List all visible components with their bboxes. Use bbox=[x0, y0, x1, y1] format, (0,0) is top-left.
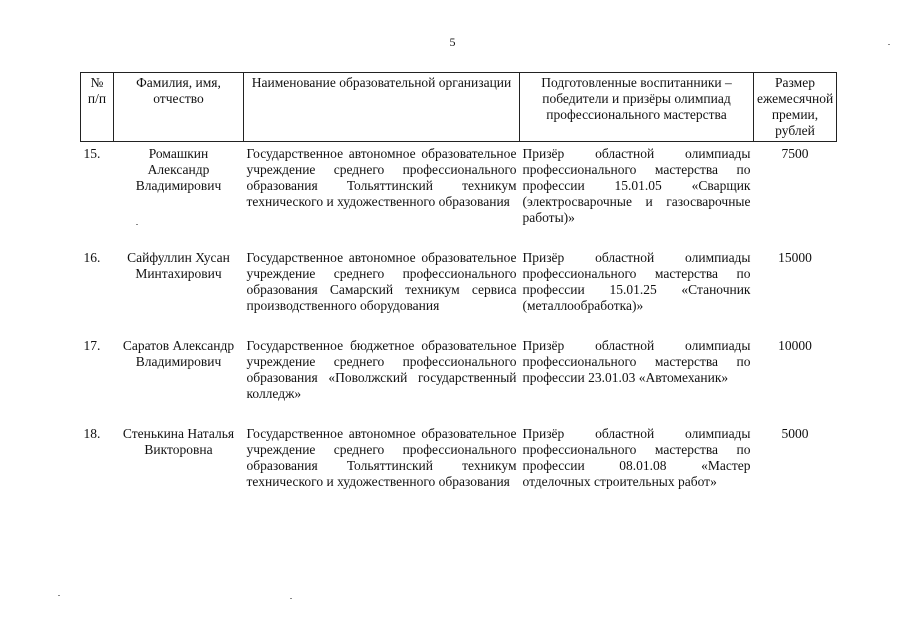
row-achievement: Призёр областной олимпиады профессионального мастерства по профессии 15.01.05 «Сварщик (электросварочные и газосварочные работы)» bbox=[522, 146, 751, 225]
header-achievement: Подготовленные воспитанники – победители и призёры олимпиад профессионального мастерства bbox=[520, 73, 754, 142]
scan-artifact bbox=[888, 44, 890, 45]
header-full-name: Фамилия, имя, отчество bbox=[114, 73, 244, 142]
row-number: 17. bbox=[83, 338, 101, 353]
table-row bbox=[81, 246, 837, 334]
row-achievement: Призёр областной олимпиады профессионального мастерства по профессии 08.01.08 «Мастер отделочных строительных работ» bbox=[522, 426, 751, 489]
row-prize: 10000 bbox=[778, 338, 812, 353]
row-number: 18. bbox=[83, 426, 101, 441]
row-achievement: Призёр областной олимпиады профессионального мастерства по профессии 15.01.25 «Станочник (металлообработка)» bbox=[522, 250, 751, 313]
row-prize: 7500 bbox=[781, 146, 809, 161]
row-organization: Государственное автономное образовательное учреждение среднего профессионального образования Тольяттинский техникум технического и художественного образования bbox=[246, 146, 517, 209]
table-row bbox=[81, 142, 837, 247]
row-number: 16. bbox=[83, 250, 101, 265]
row-prize: 15000 bbox=[778, 250, 812, 265]
row-full-name: Ромашкин Александр Владимирович bbox=[135, 146, 222, 193]
awards-table bbox=[80, 72, 837, 510]
scan-artifact bbox=[136, 224, 138, 225]
scan-artifact bbox=[290, 598, 292, 599]
row-full-name: Стенькина Наталья Викторовна bbox=[122, 426, 235, 457]
row-full-name: Сайфуллин Хусан Минтахирович bbox=[127, 250, 230, 281]
table-row bbox=[81, 334, 837, 422]
header-prize: Размер ежемесячной премии, рублей bbox=[754, 73, 837, 142]
scan-artifact bbox=[58, 595, 60, 596]
row-organization: Государственное автономное образовательное учреждение среднего профессионального образования Тольяттинский техникум технического и художественного образования bbox=[246, 426, 517, 489]
row-prize: 5000 bbox=[781, 426, 809, 441]
table-header-row bbox=[81, 73, 837, 142]
header-organization: Наименование образовательной организации bbox=[244, 73, 520, 142]
table-row bbox=[81, 422, 837, 510]
row-achievement: Призёр областной олимпиады профессионального мастерства по профессии 23.01.03 «Автомеханик» bbox=[522, 338, 751, 385]
row-number: 15. bbox=[83, 146, 101, 161]
header-number: № п/п bbox=[81, 73, 114, 142]
row-full-name: Саратов Александр Владимирович bbox=[122, 338, 235, 369]
row-organization: Государственное бюджетное образовательное учреждение среднего профессионального образования «Поволжский государственный колледж» bbox=[246, 338, 517, 401]
row-organization: Государственное автономное образовательное учреждение среднего профессионального образования Самарский техникум сервиса производственного оборудования bbox=[246, 250, 517, 313]
page-number: 5 bbox=[449, 35, 456, 49]
